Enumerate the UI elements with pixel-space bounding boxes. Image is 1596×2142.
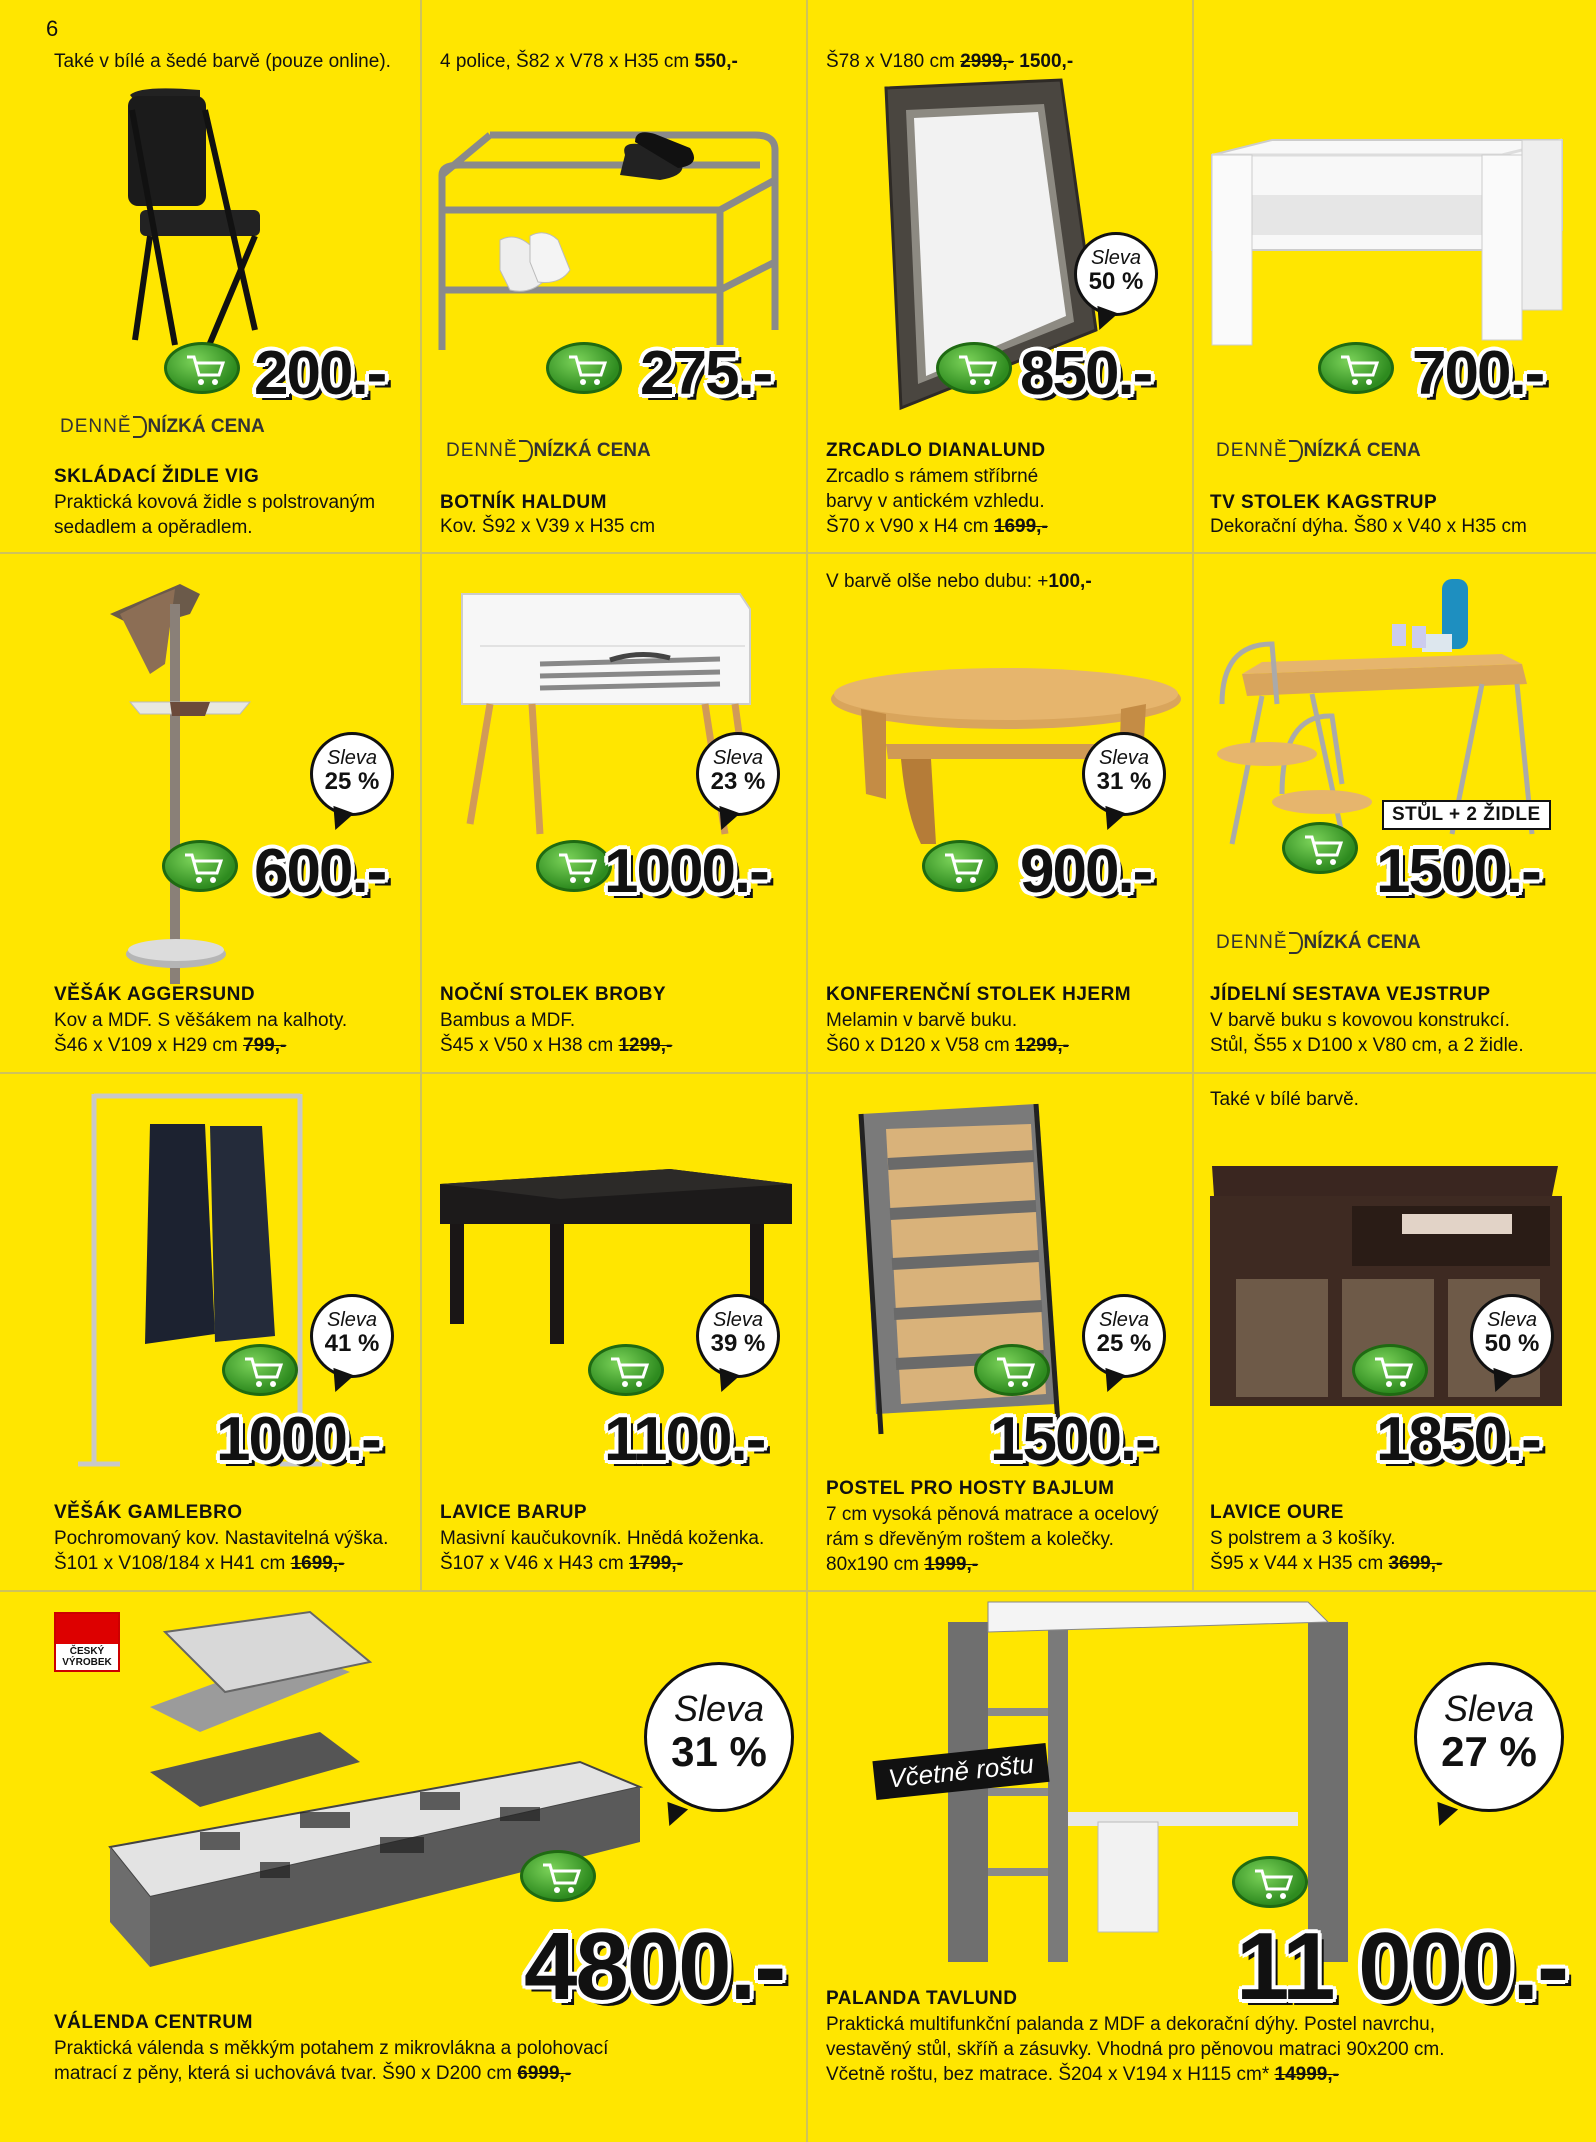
denne-nizka-cena-logo: DENNĚ NÍZKÁ CENA [60,416,265,438]
cart-icon[interactable] [1318,342,1394,394]
product-price: 1000.- [216,1405,380,1474]
cart-icon[interactable] [588,1344,664,1396]
product-card-oure[interactable] [1192,1074,1596,1590]
product-price: 200.- [254,339,386,408]
product-price: 1100.- [604,1405,765,1474]
product-price: 1850.- [1376,1405,1540,1474]
product-price: 1000.- [604,837,768,906]
product-card-hjerm[interactable] [806,554,1192,1072]
set-badge: STŮL + 2 ŽIDLE [1382,800,1551,830]
product-title[interactable]: SKLÁDACÍ ŽIDLE VIG [54,466,260,487]
product-card-barup[interactable] [420,1074,806,1590]
product-card-tavlund[interactable] [808,1592,1596,2142]
product-description: Praktická multifunkční palanda z MDF a dekorační dýhy. Postel navrchu, vestavěný stůl, skříň a zásuvky. Vhodná pro pěnovou matraci 90x200 cm. Včetně roštu, bez matrace. Š204 x V194 x H115 cm* 14999,- [826,2014,1445,2085]
denne-nizka-cena-logo: DENNĚ NÍZKÁ CENA [446,440,651,462]
product-card-dianalund[interactable] [806,0,1192,552]
product-title[interactable]: LAVICE BARUP [440,1502,588,1523]
product-description: 7 cm vysoká pěnová matrace a ocelový rám s dřevěným roštem a kolečky. 80x190 cm 1999,- [826,1504,1159,1575]
product-description: Praktická kovová židle s polstrovaným sedadlem a opěradlem. [54,492,376,538]
product-note: Také v bílé a šedé barvě (pouze online). [54,51,391,72]
cart-icon[interactable] [536,840,612,892]
cart-icon[interactable] [922,840,998,892]
product-title[interactable]: VĚŠÁK GAMLEBRO [54,1502,243,1523]
product-card-vig[interactable] [0,0,420,552]
discount-badge: Sleva 41 % [310,1294,394,1378]
product-description: Bambus a MDF. Š45 x V50 x H38 cm 1299,- [440,1010,673,1056]
product-note: 4 police, Š82 x V78 x H35 cm 550,- [440,51,738,72]
product-card-gamlebro[interactable] [0,1074,420,1590]
product-title[interactable]: JÍDELNÍ SESTAVA VEJSTRUP [1210,984,1491,1005]
cart-icon[interactable] [1352,1344,1428,1396]
product-card-centrum[interactable] [0,1592,806,2142]
cart-icon[interactable] [1232,1856,1308,1908]
product-title[interactable]: POSTEL PRO HOSTY BAJLUM [826,1478,1115,1499]
product-title[interactable]: PALANDA TAVLUND [826,1988,1018,2009]
product-title[interactable]: KONFERENČNÍ STOLEK HJERM [826,984,1132,1005]
cart-icon[interactable] [164,342,240,394]
product-description: Dekorační dýha. Š80 x V40 x H35 cm [1210,516,1527,537]
product-note: Také v bílé barvě. [1210,1089,1359,1110]
product-description: Kov a MDF. S věšákem na kalhoty. Š46 x V109 x H29 cm 799,- [54,1010,348,1056]
cart-icon[interactable] [1282,822,1358,874]
product-card-bajlum[interactable] [806,1074,1192,1590]
product-price: 600.- [254,837,386,906]
discount-badge: Sleva 50 % [1074,232,1158,316]
product-title[interactable]: NOČNÍ STOLEK BROBY [440,984,667,1005]
product-title[interactable]: BOTNÍK HALDUM [440,492,607,513]
czech-product-logo: ČESKÝ VÝROBEK [54,1612,120,1672]
product-note: Š78 x V180 cm 2999,- 1500,- [826,51,1074,72]
product-description: Kov. Š92 x V39 x H35 cm [440,516,656,537]
discount-badge: Sleva 39 % [696,1294,780,1378]
discount-badge: Sleva 27 % [1414,1662,1564,1812]
product-card-vejstrup[interactable] [1192,554,1596,1072]
product-title[interactable]: VĚŠÁK AGGERSUND [54,984,256,1005]
product-price: 11 000.- [1236,1913,1567,2020]
tv-table-image [1192,0,1596,552]
product-description: V barvě buku s kovovou konstrukcí. Stůl, Š55 x D100 x V80 cm, a 2 židle. [1210,1010,1524,1056]
product-description: Praktická válenda s měkkým potahem z mikrovlákna a polohovací matrací z pěny, která si uchovává tvar. Š90 x D200 cm 6999,- [54,2038,609,2084]
product-title[interactable]: ZRCADLO DIANALUND [826,440,1046,461]
denne-nizka-cena-logo: DENNĚ NÍZKÁ CENA [1216,440,1421,462]
cart-icon[interactable] [520,1850,596,1902]
cart-icon[interactable] [974,1344,1050,1396]
included-label: Včetně roštu [872,1743,1049,1800]
product-card-haldum[interactable] [420,0,806,552]
product-description: Pochromovaný kov. Nastavitelná výška. Š101 x V108/184 x H41 cm 1699,- [54,1528,389,1574]
product-price: 1500.- [990,1405,1154,1474]
discount-badge: Sleva 25 % [310,732,394,816]
shoe-rack-image [420,0,806,552]
product-price: 275.- [640,339,772,408]
discount-badge: Sleva 31 % [644,1662,794,1812]
denne-nizka-cena-logo: DENNĚ NÍZKÁ CENA [1216,932,1421,954]
product-title[interactable]: TV STOLEK KAGSTRUP [1210,492,1438,513]
discount-badge: Sleva 50 % [1470,1294,1554,1378]
product-description: Melamin v barvě buku. Š60 x D120 x V58 cm 1299,- [826,1010,1069,1056]
product-description: Zrcadlo s rámem stříbrné barvy v antickém vzhledu. Š70 x V90 x H4 cm 1699,- [826,466,1048,537]
cart-icon[interactable] [162,840,238,892]
cart-icon[interactable] [936,342,1012,394]
product-card-kagstrup[interactable] [1192,0,1596,552]
product-title[interactable]: LAVICE OURE [1210,1502,1344,1523]
product-card-broby[interactable] [420,554,806,1072]
product-note: V barvě olše nebo dubu: +100,- [826,571,1092,592]
product-price: 900.- [1020,837,1152,906]
cart-icon[interactable] [546,342,622,394]
discount-badge: Sleva 23 % [696,732,780,816]
cart-icon[interactable] [222,1344,298,1396]
discount-badge: Sleva 25 % [1082,1294,1166,1378]
product-description: Masivní kaučukovník. Hnědá koženka. Š107 x V46 x H43 cm 1799,- [440,1528,765,1574]
product-card-aggersund[interactable] [0,554,420,1072]
page-number: 6 [46,16,59,41]
product-title[interactable]: VÁLENDA CENTRUM [54,2012,253,2033]
discount-badge: Sleva 31 % [1082,732,1166,816]
product-price: 850.- [1020,339,1152,408]
product-description: S polstrem a 3 košíky. Š95 x V44 x H35 cm 3699,- [1210,1528,1443,1574]
product-price: 1500.- [1376,837,1540,906]
product-price: 4800.- [524,1913,785,2020]
product-price: 700.- [1412,339,1544,408]
